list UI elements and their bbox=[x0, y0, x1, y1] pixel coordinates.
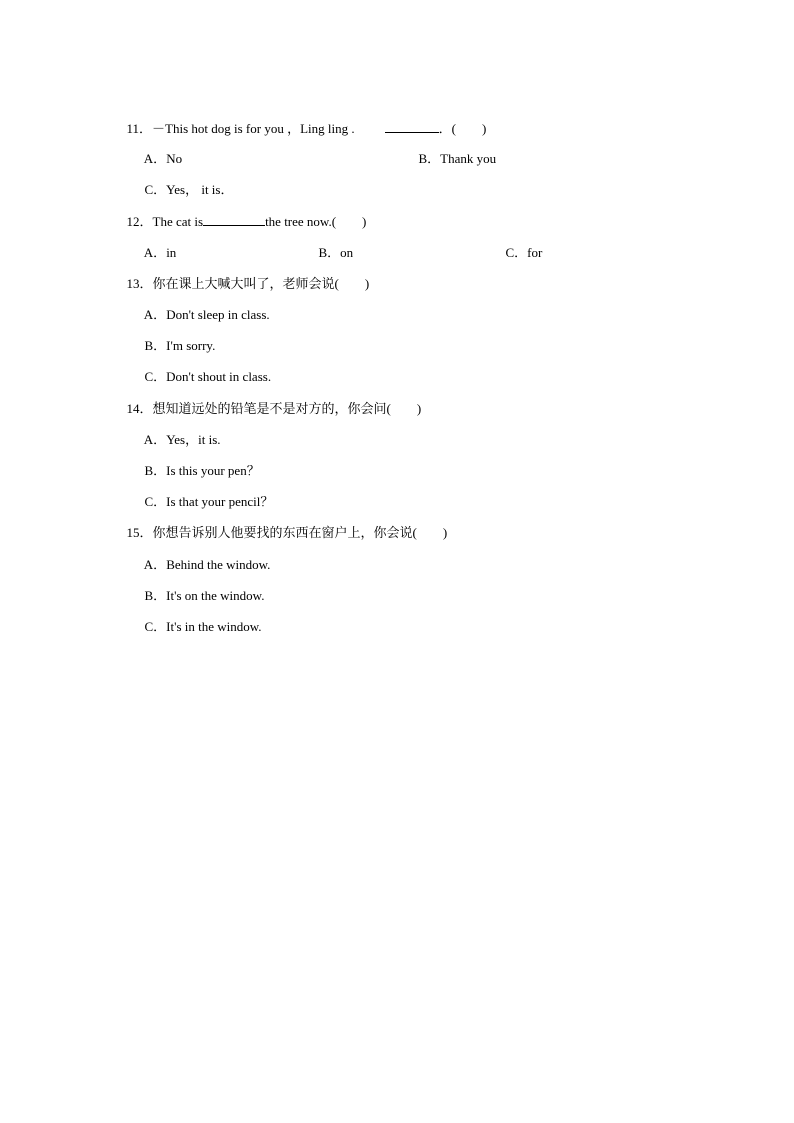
option-c bbox=[138, 353, 271, 385]
option-text: Yes，it is. bbox=[166, 432, 221, 447]
option-b bbox=[138, 322, 215, 354]
question-text: 你想告诉别人他要找的东西在窗户上，你会说( ) bbox=[152, 525, 448, 540]
option-b bbox=[138, 572, 264, 604]
option-c bbox=[499, 229, 542, 261]
option-letter: B． bbox=[144, 338, 167, 353]
option-c bbox=[138, 166, 233, 198]
option-b bbox=[412, 135, 496, 167]
answer-blank bbox=[203, 213, 265, 226]
question-14-stem bbox=[120, 385, 421, 417]
option-text: I'm sorry. bbox=[166, 338, 216, 353]
option-text: on bbox=[340, 245, 354, 260]
option-c bbox=[138, 603, 262, 635]
question-11-stem bbox=[120, 104, 486, 137]
option-letter: A． bbox=[143, 307, 167, 322]
option-b bbox=[138, 447, 260, 479]
question-text: －This hot dog is for you ，Ling ling . bbox=[152, 121, 355, 136]
option-text: Don't sleep in class. bbox=[166, 307, 270, 322]
question-number: 13． bbox=[126, 276, 153, 291]
question-12-stem bbox=[120, 197, 366, 230]
question-number: 15． bbox=[126, 525, 153, 540]
option-text: It's in the window. bbox=[166, 619, 262, 634]
question-text-end: ．( ) bbox=[438, 121, 487, 136]
option-letter: B． bbox=[418, 151, 441, 166]
option-letter: C． bbox=[144, 369, 167, 384]
question-text: 想知道远处的铅笔是不是对方的，你会问( ) bbox=[152, 401, 422, 416]
option-text: for bbox=[527, 245, 543, 260]
option-text: Behind the window. bbox=[166, 557, 271, 572]
question-13-stem bbox=[120, 260, 369, 292]
option-c bbox=[138, 478, 273, 510]
option-letter: C． bbox=[505, 245, 528, 260]
option-a bbox=[138, 416, 221, 448]
question-number: 11． bbox=[126, 121, 153, 136]
option-letter: B． bbox=[144, 588, 167, 603]
option-a bbox=[138, 229, 176, 261]
option-text: It's on the window. bbox=[166, 588, 265, 603]
option-letter: A． bbox=[143, 557, 167, 572]
option-letter: B． bbox=[318, 245, 341, 260]
option-text: Is this your pen？ bbox=[166, 463, 260, 478]
option-text: Don't shout in class. bbox=[166, 369, 272, 384]
question-number: 12． bbox=[126, 214, 153, 229]
question-number: 14． bbox=[126, 401, 153, 416]
question-text: The cat is bbox=[152, 214, 204, 229]
option-letter: A． bbox=[143, 432, 167, 447]
option-a bbox=[138, 541, 270, 573]
option-a bbox=[138, 291, 270, 323]
option-text: Thank you bbox=[440, 151, 497, 166]
question-text-end: the tree now.( ) bbox=[265, 214, 367, 229]
option-text: No bbox=[166, 151, 183, 166]
option-letter: C． bbox=[144, 182, 167, 197]
option-a bbox=[138, 135, 182, 167]
question-15-stem bbox=[120, 509, 447, 541]
option-text: Yes， it is． bbox=[166, 182, 234, 197]
answer-blank bbox=[385, 120, 439, 133]
option-letter: B． bbox=[144, 463, 167, 478]
option-letter: A． bbox=[143, 245, 167, 260]
question-text: 你在课上大喊大叫了，老师会说( ) bbox=[152, 276, 370, 291]
option-letter: A． bbox=[143, 151, 167, 166]
option-letter: C． bbox=[144, 619, 167, 634]
option-text: in bbox=[166, 245, 177, 260]
option-b bbox=[312, 229, 353, 261]
option-text: Is that your pencil？ bbox=[166, 494, 274, 509]
option-letter: C． bbox=[144, 494, 167, 509]
